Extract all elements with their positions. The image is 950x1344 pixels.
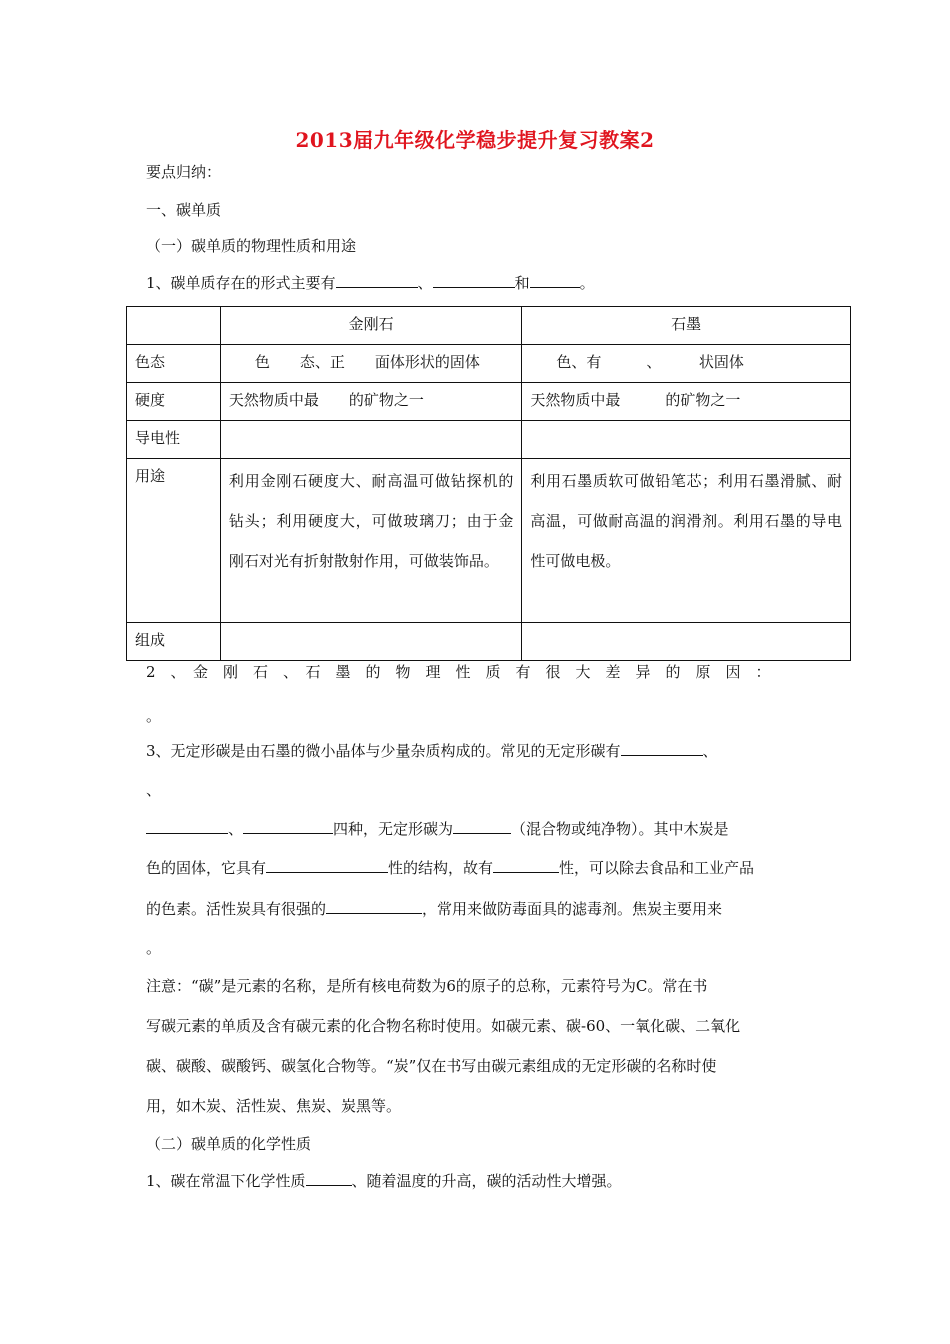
- question-1: [146, 272, 595, 293]
- question-3-line-1: [146, 740, 718, 761]
- answer-blank: [493, 857, 559, 873]
- summary-heading: 要点归纳：: [146, 163, 222, 181]
- row-label: 色态: [127, 345, 221, 383]
- question-2-end: 。: [146, 707, 162, 725]
- answer-blank: [243, 818, 333, 834]
- table-header-cell: [127, 307, 221, 345]
- question-2: 2 、 金 刚 石 、 石 墨 的 物 理 性 质 有 很 大 差 异 的 原 因 ：: [146, 663, 771, 681]
- answer-blank: [530, 272, 580, 288]
- question-1-sep1: 、: [417, 274, 433, 292]
- question-3-text: 色的固体，它具有: [146, 859, 267, 877]
- subsection-heading-2: （二）碳单质的化学性质: [146, 1135, 312, 1153]
- question-3-line-3: [146, 818, 729, 839]
- answer-blank: [146, 818, 228, 834]
- diamond-cell: 天然物质中最 的矿物之一: [220, 383, 522, 421]
- diamond-use-text: 利用金刚石硬度大、耐高温可做钻探机的钻头；利用硬度大，可做玻璃刀；由于金刚石对光有折射散射作用，可做装饰品。: [228, 472, 514, 570]
- question-1-sep2: 和: [514, 274, 530, 292]
- question-3-line-2: 、: [146, 781, 162, 799]
- question-3-text: 的色素。活性炭具有很强的: [146, 900, 327, 918]
- table-header-row: [127, 307, 851, 345]
- answer-blank: [326, 898, 422, 914]
- table-row: [127, 459, 851, 623]
- question-3-line-4: [146, 857, 754, 878]
- question-3-text: 3、无定形碳是由石墨的微小晶体与少量杂质构成的。常见的无定形碳有: [146, 742, 621, 760]
- diamond-cell: 色 态、正 面体形状的固体: [220, 345, 522, 383]
- question-3-sep: 、: [702, 742, 718, 760]
- chem-text: 、随着温度的升高，碳的活动性大增强。: [351, 1172, 622, 1190]
- question-3-text: 四种，无定形碳为: [333, 820, 454, 838]
- table-row: [127, 421, 851, 459]
- row-label: 导电性: [127, 421, 221, 459]
- section-heading: 一、碳单质: [146, 201, 222, 219]
- note-line-4: 用，如木炭、活性炭、焦炭、炭黑等。: [146, 1097, 402, 1115]
- subsection-heading: （一）碳单质的物理性质和用途: [146, 237, 357, 255]
- answer-blank: [621, 740, 703, 756]
- graphite-use-text: 利用石墨质软可做铅笔芯；利用石墨滑腻、耐高温，可做耐高温的润滑剂。利用石墨的导电性可做电极。: [530, 472, 842, 570]
- question-3-text: 性，可以除去食品和工业产品: [559, 859, 755, 877]
- table-header-diamond: 金刚石: [220, 307, 522, 345]
- table-row: [127, 345, 851, 383]
- diamond-cell: [220, 421, 522, 459]
- answer-blank: [433, 272, 515, 288]
- question-1-prefix: 1、碳单质存在的形式主要有: [146, 274, 336, 292]
- question-3-line-6: 。: [146, 939, 162, 957]
- question-3-text: ，常用来做防毒面具的滤毒剂。焦炭主要用来: [422, 900, 723, 918]
- graphite-cell: [522, 459, 851, 623]
- graphite-cell: 色、有 、 状固体: [522, 345, 851, 383]
- diamond-cell: [220, 459, 522, 623]
- row-label: 硬度: [127, 383, 221, 421]
- document-title: 2013届九年级化学稳步提升复习教案2: [295, 128, 655, 152]
- note-line-3: 碳、碳酸、碳酸钙、碳氢化合物等。“炭”仅在书写由碳元素组成的无定形碳的名称时使: [146, 1057, 717, 1075]
- question-3-line-5: [146, 898, 722, 919]
- note-line-1: 注意：“碳”是元素的名称，是所有核电荷数为6的原子的总称，元素符号为C。常在书: [146, 977, 708, 995]
- answer-blank: [336, 272, 418, 288]
- question-1-end: 。: [579, 274, 595, 292]
- graphite-cell: [522, 421, 851, 459]
- question-3-text: 性的结构，故有: [388, 859, 494, 877]
- diamond-cell: [220, 623, 522, 661]
- graphite-cell: [522, 623, 851, 661]
- table-header-graphite: 石墨: [522, 307, 851, 345]
- question-3-text: （混合物或纯净物）。其中木炭是: [511, 820, 729, 838]
- row-label: 用途: [127, 459, 221, 623]
- note-line-2: 写碳元素的单质及含有碳元素的化合物名称时使用。如碳元素、碳-60、一氧化碳、二氧化: [146, 1017, 741, 1035]
- row-label: 组成: [127, 623, 221, 661]
- answer-blank: [306, 1170, 352, 1186]
- answer-blank: [266, 857, 388, 873]
- carbon-properties-table: [126, 306, 851, 661]
- table-row: [127, 383, 851, 421]
- graphite-cell: 天然物质中最 的矿物之一: [522, 383, 851, 421]
- chem-text: 1、碳在常温下化学性质: [146, 1172, 306, 1190]
- answer-blank: [453, 818, 511, 834]
- table-row: [127, 623, 851, 661]
- chem-property-1: [146, 1170, 622, 1191]
- question-3-sep: 、: [228, 820, 244, 838]
